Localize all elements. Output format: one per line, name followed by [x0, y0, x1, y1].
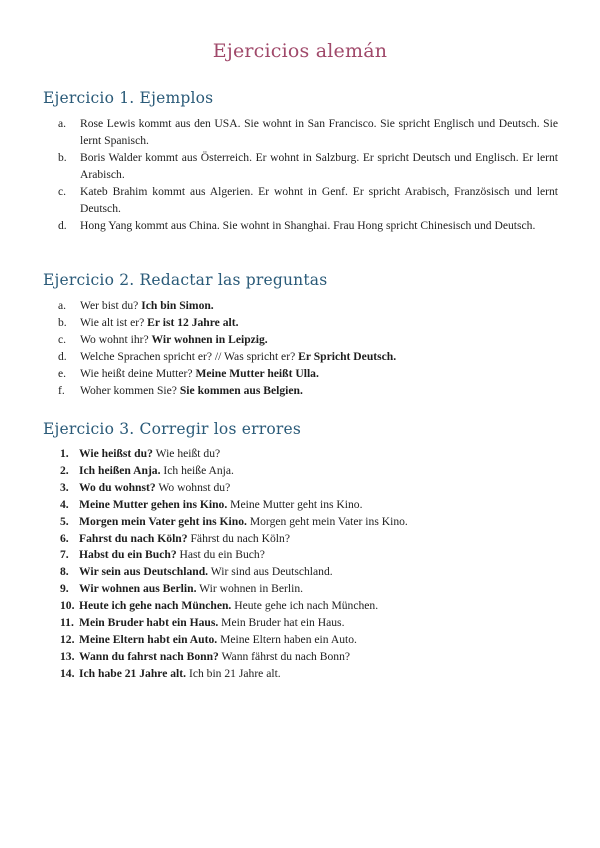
- question-text: Wer bist du?: [80, 299, 139, 312]
- question-text: Woher kommen Sie?: [80, 383, 177, 397]
- list-marker: b.: [58, 151, 67, 164]
- answer-text: Wir wohnen in Leipzig.: [151, 332, 268, 346]
- list-item: [58, 383, 558, 400]
- list-item: [58, 446, 558, 463]
- list-item: [58, 349, 558, 366]
- list-item: [58, 497, 558, 514]
- question-text: Welche Sprachen spricht er? // Was spricht er?: [80, 349, 296, 363]
- answer-text: Er ist 12 Jahre alt.: [147, 315, 239, 329]
- document-title: Ejercicios alemán: [212, 40, 388, 62]
- list-marker: 4.: [60, 497, 69, 511]
- list-item: [58, 649, 558, 666]
- list-ejercicio-2: [58, 298, 558, 399]
- answer-text: Sie kommen aus Belgien.: [179, 383, 303, 397]
- list-item: [58, 564, 558, 581]
- wrong-sentence: Heute ich gehe nach München.: [79, 599, 232, 613]
- list-item: [58, 581, 558, 598]
- list-item: [58, 332, 558, 349]
- list-item: [58, 666, 558, 683]
- answer-text: Ich bin Simon.: [141, 299, 214, 312]
- list-marker: 7.: [60, 548, 69, 562]
- list-marker: c.: [58, 185, 67, 198]
- wrong-sentence: Wo du wohnst?: [79, 480, 156, 494]
- correct-sentence: Wir sind aus Deutschland.: [210, 565, 333, 579]
- list-marker: 9.: [60, 582, 69, 596]
- wrong-sentence: Mein Bruder habt ein Haus.: [79, 616, 219, 630]
- list-item: [58, 547, 558, 564]
- list-marker: 14.: [60, 666, 75, 680]
- item-text: Kateb Brahim kommt aus Algerien. Er wohnt in Genf. Er spricht Arabisch, Französisch und lernt Deutsch.: [80, 185, 558, 215]
- question-text: Wie heißt deine Mutter?: [80, 366, 193, 380]
- answer-text: Er Spricht Deutsch.: [298, 349, 397, 363]
- wrong-sentence: Habst du ein Buch?: [79, 548, 177, 562]
- list-item: [58, 463, 558, 480]
- list-item: [58, 149, 558, 183]
- list-item: [58, 366, 558, 383]
- wrong-sentence: Morgen mein Vater geht ins Kino.: [79, 514, 247, 528]
- wrong-sentence: Fahrst du nach Köln?: [79, 531, 188, 545]
- list-marker: e.: [58, 366, 67, 380]
- item-text: Rose Lewis kommt aus den USA. Sie wohnt in San Francisco. Sie spricht Englisch und Deutsch. Sie lernt Spanisch.: [80, 117, 558, 147]
- list-marker: 3.: [60, 480, 69, 494]
- list-marker: 12.: [60, 632, 75, 646]
- correct-sentence: Meine Mutter geht ins Kino.: [230, 497, 363, 511]
- correct-sentence: Wo wohnst du?: [158, 480, 231, 494]
- list-marker: d.: [58, 349, 67, 363]
- list-marker: 5.: [60, 514, 69, 528]
- wrong-sentence: Wann du fahrst nach Bonn?: [79, 649, 219, 663]
- list-item: [58, 598, 558, 615]
- list-item: [58, 217, 558, 234]
- question-text: Wie alt ist er?: [80, 315, 145, 329]
- item-text: Hong Yang kommt aus China. Sie wohnt in Shanghai. Frau Hong spricht Chinesisch und Deutsch.: [80, 219, 536, 232]
- list-marker: d.: [58, 219, 67, 232]
- list-marker: a.: [58, 299, 67, 312]
- correct-sentence: Hast du ein Buch?: [179, 548, 265, 562]
- list-item: [58, 531, 558, 548]
- section-title-ejercicio-3: Ejercicio 3. Corregir los errores: [43, 420, 301, 438]
- list-item: [58, 115, 558, 149]
- list-marker: b.: [58, 315, 67, 329]
- wrong-sentence: Wie heißst du?: [79, 447, 153, 460]
- wrong-sentence: Meine Eltern habt ein Auto.: [79, 632, 218, 646]
- question-text: Wo wohnt ihr?: [80, 332, 149, 346]
- correct-sentence: Morgen geht mein Vater ins Kino.: [249, 514, 408, 528]
- list-ejercicio-3: [58, 446, 558, 683]
- list-marker: 6.: [60, 531, 69, 545]
- list-item: [58, 480, 558, 497]
- list-marker: 8.: [60, 565, 69, 579]
- list-marker: c.: [58, 332, 67, 346]
- list-marker: 13.: [60, 649, 75, 663]
- wrong-sentence: Wir wohnen aus Berlin.: [79, 582, 197, 596]
- wrong-sentence: Wir sein aus Deutschland.: [79, 565, 209, 579]
- list-item: [58, 632, 558, 649]
- list-item: [58, 183, 558, 217]
- list-item: [58, 298, 558, 315]
- correct-sentence: Wie heißt du?: [155, 447, 221, 460]
- list-marker: f.: [58, 383, 65, 397]
- list-marker: 1.: [60, 447, 69, 460]
- list-marker: a.: [58, 117, 67, 130]
- item-text: Boris Walder kommt aus Österreich. Er wohnt in Salzburg. Er spricht Deutsch und Englisch. Er lernt Arabisch.: [80, 151, 558, 181]
- list-marker: 10.: [60, 599, 75, 613]
- answer-text: Meine Mutter heißt Ulla.: [195, 366, 319, 380]
- list-item: [58, 315, 558, 332]
- wrong-sentence: Meine Mutter gehen ins Kino.: [79, 497, 228, 511]
- list-marker: 11.: [60, 616, 74, 630]
- list-marker: 2.: [60, 463, 69, 477]
- correct-sentence: Wann fährst du nach Bonn?: [221, 649, 351, 663]
- correct-sentence: Fährst du nach Köln?: [190, 531, 290, 545]
- correct-sentence: Ich bin 21 Jahre alt.: [188, 666, 281, 680]
- list-item: [58, 514, 558, 531]
- correct-sentence: Meine Eltern haben ein Auto.: [220, 632, 357, 646]
- list-item: [58, 615, 558, 632]
- section-title-ejercicio-1: Ejercicio 1. Ejemplos: [43, 89, 214, 107]
- wrong-sentence: Ich heißen Anja.: [79, 463, 161, 477]
- wrong-sentence: Ich habe 21 Jahre alt.: [79, 666, 187, 680]
- correct-sentence: Ich heiße Anja.: [163, 463, 234, 477]
- section-title-ejercicio-2: Ejercicio 2. Redactar las preguntas: [43, 271, 328, 289]
- list-ejercicio-1: [58, 115, 558, 234]
- correct-sentence: Heute gehe ich nach München.: [234, 599, 379, 613]
- correct-sentence: Mein Bruder hat ein Haus.: [221, 616, 345, 630]
- correct-sentence: Wir wohnen in Berlin.: [199, 582, 304, 596]
